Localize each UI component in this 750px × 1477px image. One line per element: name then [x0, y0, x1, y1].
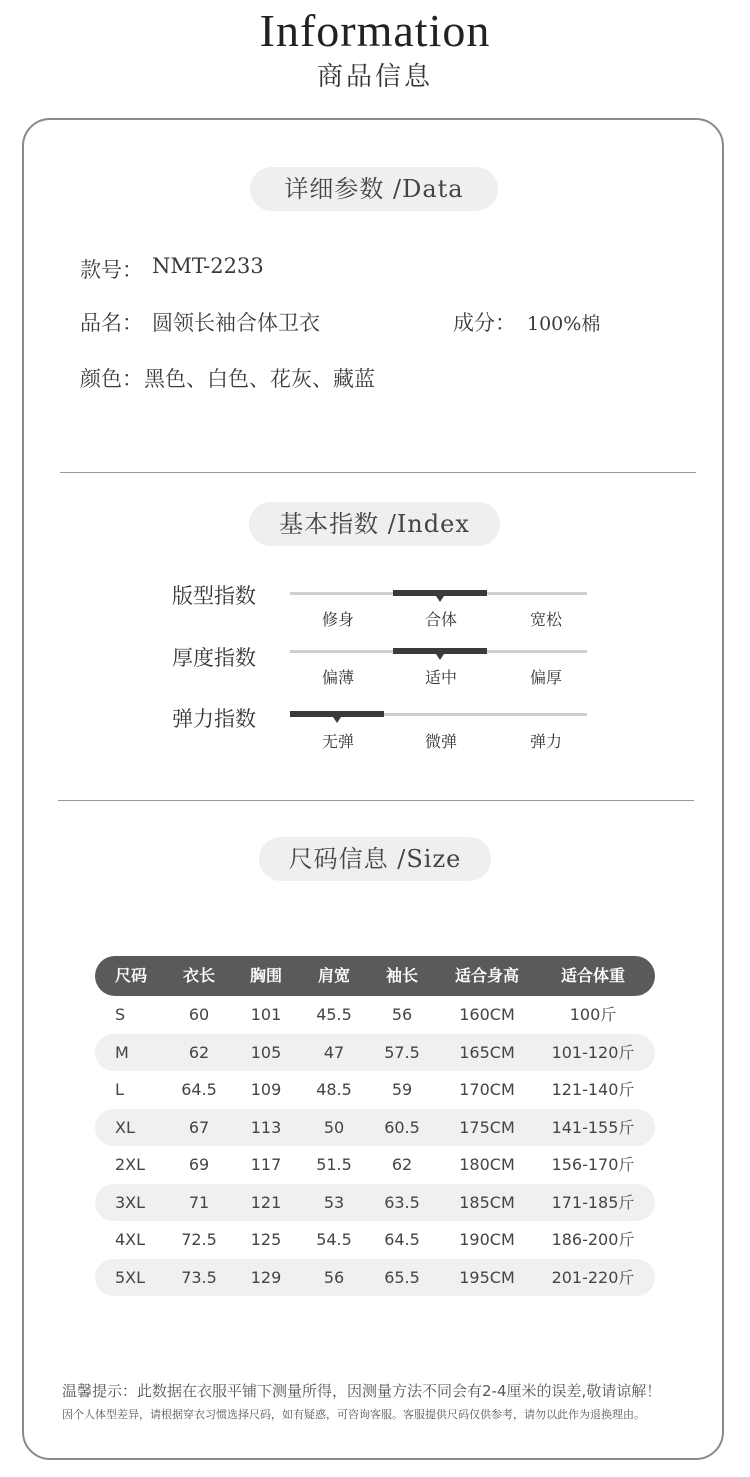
cell-size: L: [115, 1080, 124, 1099]
table-row: [95, 1034, 655, 1072]
divider-1: [60, 472, 696, 473]
cell-shoulder: 51.5: [316, 1155, 352, 1174]
header-shoulder: 肩宽: [317, 966, 350, 985]
cell-sleeve: 65.5: [384, 1267, 420, 1287]
header-size: 尺码: [114, 966, 147, 985]
divider-2: [58, 800, 694, 801]
cell-shoulder: 47: [323, 1042, 345, 1062]
fit-option-regular: 合体: [424, 610, 457, 629]
cell-height: 170CM: [459, 1080, 515, 1099]
header-sleeve: 袖长: [385, 966, 418, 985]
cell-size: XL: [115, 1117, 135, 1137]
cell-shoulder: 56: [323, 1267, 345, 1287]
table-row: [95, 1184, 655, 1222]
cell-shoulder: 54.5: [316, 1230, 352, 1249]
material-value: 100%棉: [527, 313, 601, 335]
stretch-index-label: 弹力指数: [172, 707, 256, 731]
style-no-value: NMT-2233: [152, 254, 264, 278]
cell-height: 180CM: [459, 1155, 515, 1174]
cell-shoulder: 50: [323, 1117, 345, 1137]
table-row: [95, 996, 655, 1034]
cell-length: 64.5: [181, 1080, 217, 1099]
cell-weight: 201-220斤: [551, 1267, 635, 1287]
stretch-option-none: 无弹: [321, 732, 354, 751]
cell-chest: 125: [250, 1230, 282, 1249]
table-row: [95, 1071, 655, 1109]
stretch-option-slight: 微弹: [424, 732, 457, 751]
cell-weight: 100斤: [569, 1005, 617, 1024]
cell-shoulder: 48.5: [316, 1080, 352, 1099]
cell-sleeve: 56: [391, 1005, 413, 1024]
name-value: 圆领长袖合体卫衣: [152, 311, 320, 335]
cell-sleeve: 63.5: [384, 1192, 420, 1212]
color-value: 黑色、白色、花灰、藏蓝: [144, 367, 375, 391]
cell-shoulder: 53: [323, 1192, 345, 1212]
measurement-note: 温馨提示：此数据在衣服平铺下测量所得，因测量方法不同会有2-4厘米的误差,敬请谅解！: [62, 1382, 662, 1400]
cell-chest: 121: [250, 1192, 282, 1212]
page-title-en: Information: [259, 5, 491, 56]
header-chest: 胸围: [249, 966, 282, 985]
cell-length: 71: [188, 1192, 210, 1212]
cell-weight: 171-185斤: [551, 1192, 635, 1212]
thickness-index-marker: [393, 648, 487, 654]
cell-sleeve: 60.5: [384, 1117, 420, 1137]
cell-shoulder: 45.5: [316, 1005, 352, 1024]
cell-length: 73.5: [181, 1267, 217, 1287]
size-advice-note: 因个人体型差异，请根据穿衣习惯选择尺码，如有疑惑，可咨询客服。客服提供尺码仅供参考，请勿以此作为退换理由。: [62, 1408, 645, 1421]
cell-weight: 121-140斤: [551, 1080, 635, 1099]
size-table: [95, 956, 655, 1296]
table-row: [95, 1146, 655, 1184]
cell-size: 4XL: [115, 1230, 146, 1249]
cell-chest: 101: [250, 1005, 282, 1024]
cell-height: 195CM: [459, 1267, 515, 1287]
thickness-option-thick: 偏厚: [529, 668, 562, 687]
cell-chest: 109: [250, 1080, 282, 1099]
header-height: 适合身高: [454, 966, 519, 985]
thickness-index-track: [290, 650, 587, 653]
size-table-header: [95, 956, 655, 996]
cell-height: 175CM: [459, 1117, 515, 1137]
cell-sleeve: 57.5: [384, 1042, 420, 1062]
cell-length: 67: [188, 1117, 210, 1137]
cell-chest: 117: [250, 1155, 282, 1174]
cell-chest: 129: [250, 1267, 282, 1287]
fit-index-marker: [393, 590, 487, 596]
header-weight: 适合体重: [560, 966, 625, 985]
cell-chest: 113: [250, 1117, 282, 1137]
data-section-pill: 详细参数 /Data: [250, 167, 498, 211]
cell-size: S: [115, 1005, 126, 1024]
cell-size: 2XL: [115, 1155, 146, 1174]
cell-sleeve: 62: [391, 1155, 413, 1174]
page-title-cn: 商品信息: [316, 62, 433, 92]
cell-weight: 186-200斤: [551, 1230, 635, 1249]
cell-length: 62: [188, 1042, 210, 1062]
stretch-option-stretch: 弹力: [529, 732, 562, 751]
cell-length: 69: [188, 1155, 210, 1174]
name-label: 品名：: [80, 311, 143, 335]
fit-option-loose: 宽松: [529, 610, 562, 629]
cell-height: 190CM: [459, 1230, 515, 1249]
color-label: 颜色：: [80, 367, 143, 391]
stretch-index-track: [290, 713, 587, 716]
thickness-option-medium: 适中: [424, 668, 457, 687]
header-length: 衣长: [182, 966, 215, 985]
cell-size: 3XL: [115, 1192, 146, 1212]
table-row: [95, 1259, 655, 1297]
table-row: [95, 1221, 655, 1259]
cell-length: 60: [188, 1005, 210, 1024]
cell-weight: 141-155斤: [551, 1117, 635, 1137]
cell-size: 5XL: [115, 1267, 146, 1287]
cell-weight: 156-170斤: [551, 1155, 635, 1174]
style-no-label: 款号：: [80, 258, 143, 282]
stretch-index-marker: [290, 711, 384, 717]
fit-index-track: [290, 592, 587, 595]
cell-height: 160CM: [459, 1005, 515, 1024]
cell-chest: 105: [250, 1042, 282, 1062]
cell-height: 185CM: [459, 1192, 515, 1212]
cell-sleeve: 64.5: [384, 1230, 420, 1249]
material-label: 成分：: [453, 311, 516, 335]
cell-size: M: [115, 1042, 129, 1062]
size-section-pill: 尺码信息 /Size: [259, 837, 491, 881]
table-row: [95, 1109, 655, 1147]
cell-sleeve: 59: [391, 1080, 413, 1099]
fit-index-label: 版型指数: [172, 584, 256, 608]
thickness-option-thin: 偏薄: [321, 668, 354, 687]
thickness-index-label: 厚度指数: [172, 646, 256, 670]
cell-height: 165CM: [459, 1042, 515, 1062]
cell-weight: 101-120斤: [551, 1042, 635, 1062]
fit-option-slim: 修身: [321, 610, 354, 629]
index-section-pill: 基本指数 /Index: [249, 502, 500, 546]
cell-length: 72.5: [181, 1230, 217, 1249]
